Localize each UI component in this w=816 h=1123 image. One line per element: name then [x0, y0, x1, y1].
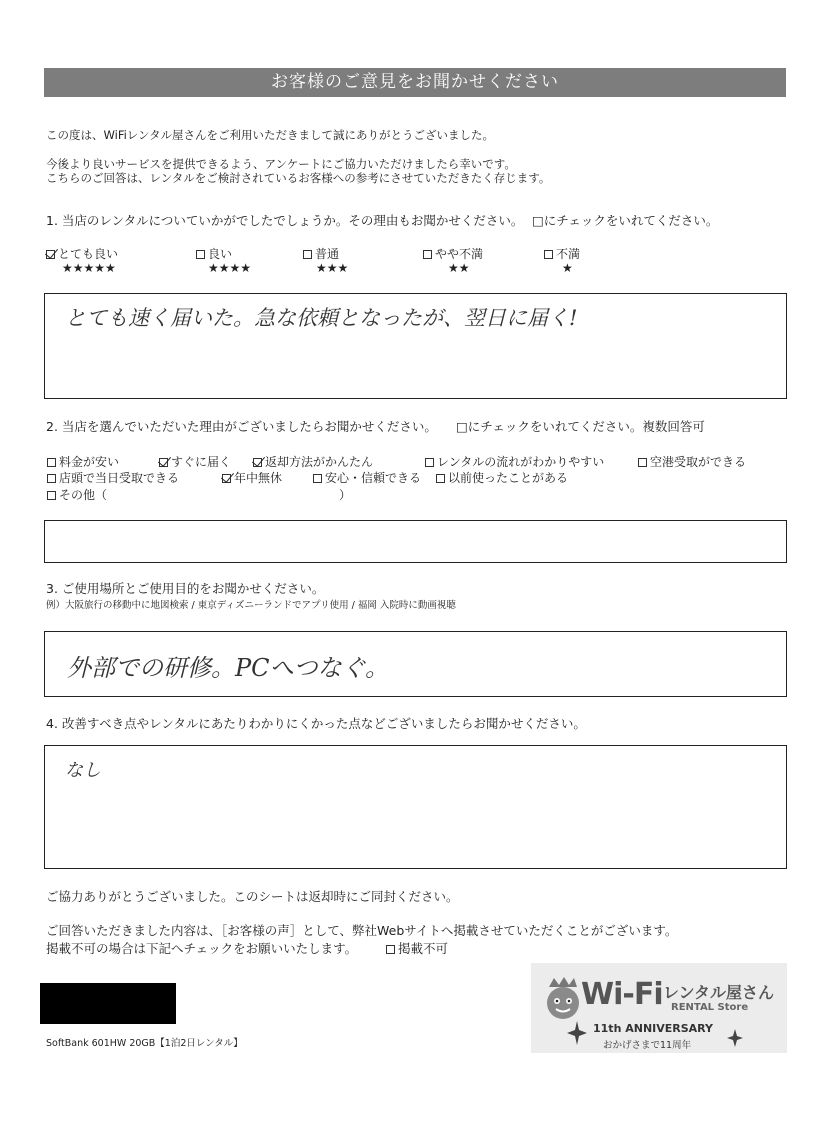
stars-3: ★★★ [316, 261, 349, 275]
checkbox-icon[interactable] [47, 491, 56, 500]
q1-answer-text: とても速く届いた。急な依頼となったが、翌日に届く! [65, 306, 578, 330]
q1-option-somewhat-unsatisfied[interactable] [423, 245, 483, 262]
checkbox-icon[interactable] [47, 458, 56, 467]
q2-option-label: 以前使ったことがある [448, 471, 569, 485]
logo-store-text: RENTAL Store [671, 1002, 749, 1013]
q3-answer-box[interactable] [44, 631, 787, 697]
logo-wifi-text: Wi-Fi [581, 977, 663, 1012]
checkbox-icon[interactable] [544, 250, 553, 259]
q1-option-label: やや不満 [435, 247, 484, 261]
redacted-block [40, 983, 176, 1024]
q2-other-close: ） [339, 488, 352, 502]
q2-option-label: 料金が安い [59, 455, 120, 469]
no-publish-option[interactable] [386, 939, 448, 957]
q3-answer-text: 外部での研修。PCへつなぐ。 [67, 654, 390, 682]
q2-option-used-before[interactable] [436, 469, 568, 486]
q2-answer-box[interactable] [44, 520, 787, 563]
q1-question: 1. 当店のレンタルについていかがでしたでしょうか。その理由もお聞かせください。 [46, 213, 524, 228]
checkbox-icon[interactable] [638, 458, 647, 467]
checkbox-icon[interactable] [313, 474, 322, 483]
q2-option-easy-return[interactable] [253, 453, 373, 470]
q2-option-label: 年中無休 [234, 471, 283, 485]
q2-option-label: 安心・信頼できる [325, 471, 422, 485]
q2-option-label: 返却方法がかんたん [265, 455, 374, 469]
q2-note: □にチェックをいれてください。複数回答可 [456, 419, 705, 434]
q3-question: 3. ご使用場所とご使用目的をお聞かせください。 [46, 581, 325, 596]
stars-2: ★★ [448, 261, 470, 275]
q1-answer-box[interactable] [44, 293, 787, 399]
intro-line-1: この度は、WiFiレンタル屋さんをご利用いただきまして誠にありがとうございました。 [46, 128, 495, 142]
q1-option-neutral[interactable] [303, 245, 339, 262]
q4-answer-text: なし [65, 760, 101, 781]
checkbox-icon[interactable] [303, 250, 312, 259]
checkbox-checked-icon[interactable] [159, 458, 168, 467]
stars-1: ★ [562, 261, 573, 275]
checkbox-checked-icon[interactable] [253, 458, 262, 467]
q2-option-trustworthy[interactable] [313, 469, 421, 486]
q1-option-unsatisfied[interactable] [544, 245, 580, 262]
q1-option-label: とても良い [58, 247, 119, 261]
q2-option-label: レンタルの流れがわかりやすい [437, 455, 605, 469]
q1-note: □にチェックをいれてください。 [532, 213, 719, 228]
sparkle-icon [567, 1021, 587, 1045]
q1-option-very-good[interactable] [46, 245, 118, 262]
intro-line-3: こちらのご回答は、レンタルをご検討されているお客様への参考にさせていただきたく存じます。 [46, 171, 551, 185]
company-logo [531, 963, 787, 1053]
q4-question: 4. 改善すべき点やレンタルにあたりわかりにくかった点などございましたらお聞かせください。 [46, 716, 586, 731]
no-publish-label: 掲載不可 [398, 941, 449, 956]
checkbox-icon[interactable] [196, 250, 205, 259]
intro-line-2: 今後より良いサービスを提供できるよう、アンケートにご協力いただけましたら幸いです。 [46, 157, 516, 171]
logo-anniversary-text: 11th ANNIVERSARY [593, 1022, 714, 1035]
q1-option-label: 不満 [556, 247, 581, 261]
stars-4: ★★★★ [208, 261, 252, 275]
q2-option-store-pickup[interactable] [47, 469, 179, 486]
q2-option-label: 空港受取ができる [650, 455, 747, 469]
q3-example: 例）大阪旅行の移動中に地図検索 / 東京ディズニーランドでアプリ使用 / 福岡 入院時に動画視聴 [46, 600, 456, 611]
q2-question: 2. 当店を選んでいただいた理由がございましたらお聞かせください。 [46, 419, 437, 434]
checkbox-icon[interactable] [436, 474, 445, 483]
checkbox-checked-icon[interactable] [46, 250, 55, 259]
checkbox-checked-icon[interactable] [222, 474, 231, 483]
checkbox-icon[interactable] [47, 474, 56, 483]
q4-answer-box[interactable] [44, 745, 787, 869]
checkbox-icon[interactable] [425, 458, 434, 467]
mascot-icon [537, 975, 587, 1027]
q2-option-other[interactable] [47, 486, 107, 503]
footer-publish-instruction: 掲載不可の場合は下記へチェックをお願いいたします。 [46, 941, 358, 956]
stars-5: ★★★★★ [62, 261, 116, 275]
logo-thanks-text: おかげさまで11周年 [603, 1040, 692, 1051]
page-title: お客様のご意見をお聞かせください [44, 68, 786, 97]
q2-option-label: 店頭で当日受取できる [59, 471, 180, 485]
device-info: SoftBank 601HW 20GB【1泊2日レンタル】 [46, 1038, 243, 1049]
checkbox-icon[interactable] [423, 250, 432, 259]
q1-option-label: 普通 [315, 247, 340, 261]
q2-option-fast-delivery[interactable] [159, 453, 231, 470]
q1-option-good[interactable] [196, 245, 232, 262]
q1-option-label: 良い [208, 247, 233, 261]
logo-rental-text: レンタル屋さん [663, 983, 774, 1002]
q2-option-cheap[interactable] [47, 453, 119, 470]
checkbox-icon[interactable] [386, 945, 395, 954]
footer-thanks: ご協力ありがとうございました。このシートは返却時にご同封ください。 [46, 889, 459, 904]
q2-option-airport-pickup[interactable] [638, 453, 746, 470]
q2-option-label: その他（ [59, 488, 108, 502]
footer-publish-notice: ご回答いただきました内容は、［お客様の声］として、弊社Webサイトへ掲載させていただくことがございます。 [46, 923, 678, 938]
sparkle-icon [727, 1029, 743, 1047]
q2-option-easy-flow[interactable] [425, 453, 604, 470]
q2-option-open-every-day[interactable] [222, 469, 282, 486]
q2-option-label: すぐに届く [171, 455, 232, 469]
